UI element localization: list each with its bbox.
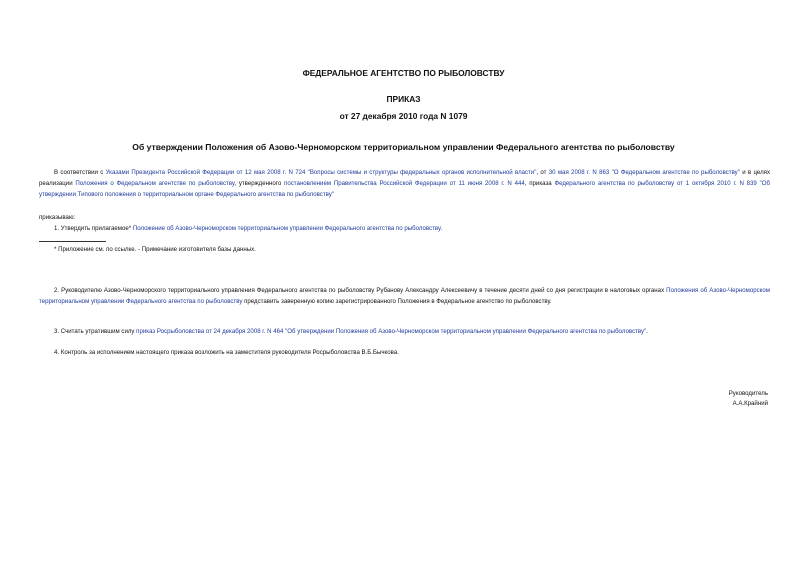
document-date: от 27 декабря 2010 года N 1079 (339, 111, 468, 121)
item-2-text-1: 2. Руководителю Азово-Черноморского территориального управления Федерального агентства по рыболовству Рубанову Александру Алексеевичу в течение десяти дней со дня регистрации в налоговых органах (54, 287, 667, 294)
intro-text-1: В соответствии с (54, 169, 106, 176)
item-1-text-1: 1. Утвердить прилагаемое* (54, 225, 133, 232)
link-azov-regulation-2[interactable]: Положения об Азово-Черноморском территориальном управлении Федерального агентства по рыболовству (39, 287, 770, 305)
footnote: * Приложение см. по ссылке. - Примечание изготовителя базы данных. (54, 246, 256, 253)
item-3 (39, 326, 770, 337)
intro-text-3: и в целях реализации (39, 169, 770, 187)
link-order-839[interactable]: Федерального агентства по рыболовству от 1 октября 2010 г. N 839 "Об утверждении Типового положения о территориальном органе Федерального агентства по рыболовству" (39, 180, 771, 198)
link-president-decree-724[interactable]: Указами Президента Российской Федерации от 12 мая 2008 г. N 724 "Вопросы системы и структуры федеральных органов исполнительной власти" (105, 169, 537, 176)
item-2 (39, 285, 770, 307)
item-3-text-1: 3. Считать утратившим силу (54, 328, 137, 335)
item-1-text-2: . (440, 225, 443, 232)
order-word: приказываю: (39, 214, 76, 221)
link-agency-regulation[interactable]: Положения о Федеральном агентстве по рыболовству (75, 180, 235, 187)
signature-role: Руководитель (728, 390, 768, 397)
document-type: ПРИКАЗ (386, 94, 421, 104)
intro-text-5: , приказа (524, 180, 555, 187)
item-3-text-2: . (646, 328, 648, 335)
intro-text-4: , утвержденного (234, 180, 285, 187)
link-azov-regulation[interactable]: Положение об Азово-Черноморском территориальном управлении Федерального агентства по рыболовству (132, 225, 441, 232)
item-1 (39, 223, 770, 234)
link-government-resolution-444[interactable]: постановлением Правительства Российской Федерации от 11 июня 2008 г. N 444 (284, 180, 525, 187)
intro-paragraph (39, 167, 770, 200)
item-4: 4. Контроль за исполнением настоящего приказа возложить на заместителя руководителя Росрыболовства В.Б.Бычкова. (54, 349, 399, 356)
document-subject: Об утверждении Положения об Азово-Черноморском территориальном управлении Федерального агентства по рыболовству (132, 142, 675, 152)
link-order-464[interactable]: приказ Росрыболовства от 24 декабря 2008 г. N 464 "Об утверждении Положения об Азово-Черноморском территориальном управлении Федерального агентства по рыболовству" (136, 328, 647, 335)
link-decree-863[interactable]: 30 мая 2008 г. N 863 "О Федеральном агентстве по рыболовству" (548, 169, 740, 176)
item-2-text-2: представить заверенную копию зарегистрированного Положения в Федеральное агентство по рыболовству. (242, 298, 552, 305)
agency-heading: ФЕДЕРАЛЬНОЕ АГЕНТСТВО ПО РЫБОЛОВСТВУ (302, 68, 505, 78)
intro-text-2: , от (536, 169, 549, 176)
signature-name: А.А.Крайний (732, 400, 768, 407)
footnote-divider (39, 241, 106, 242)
